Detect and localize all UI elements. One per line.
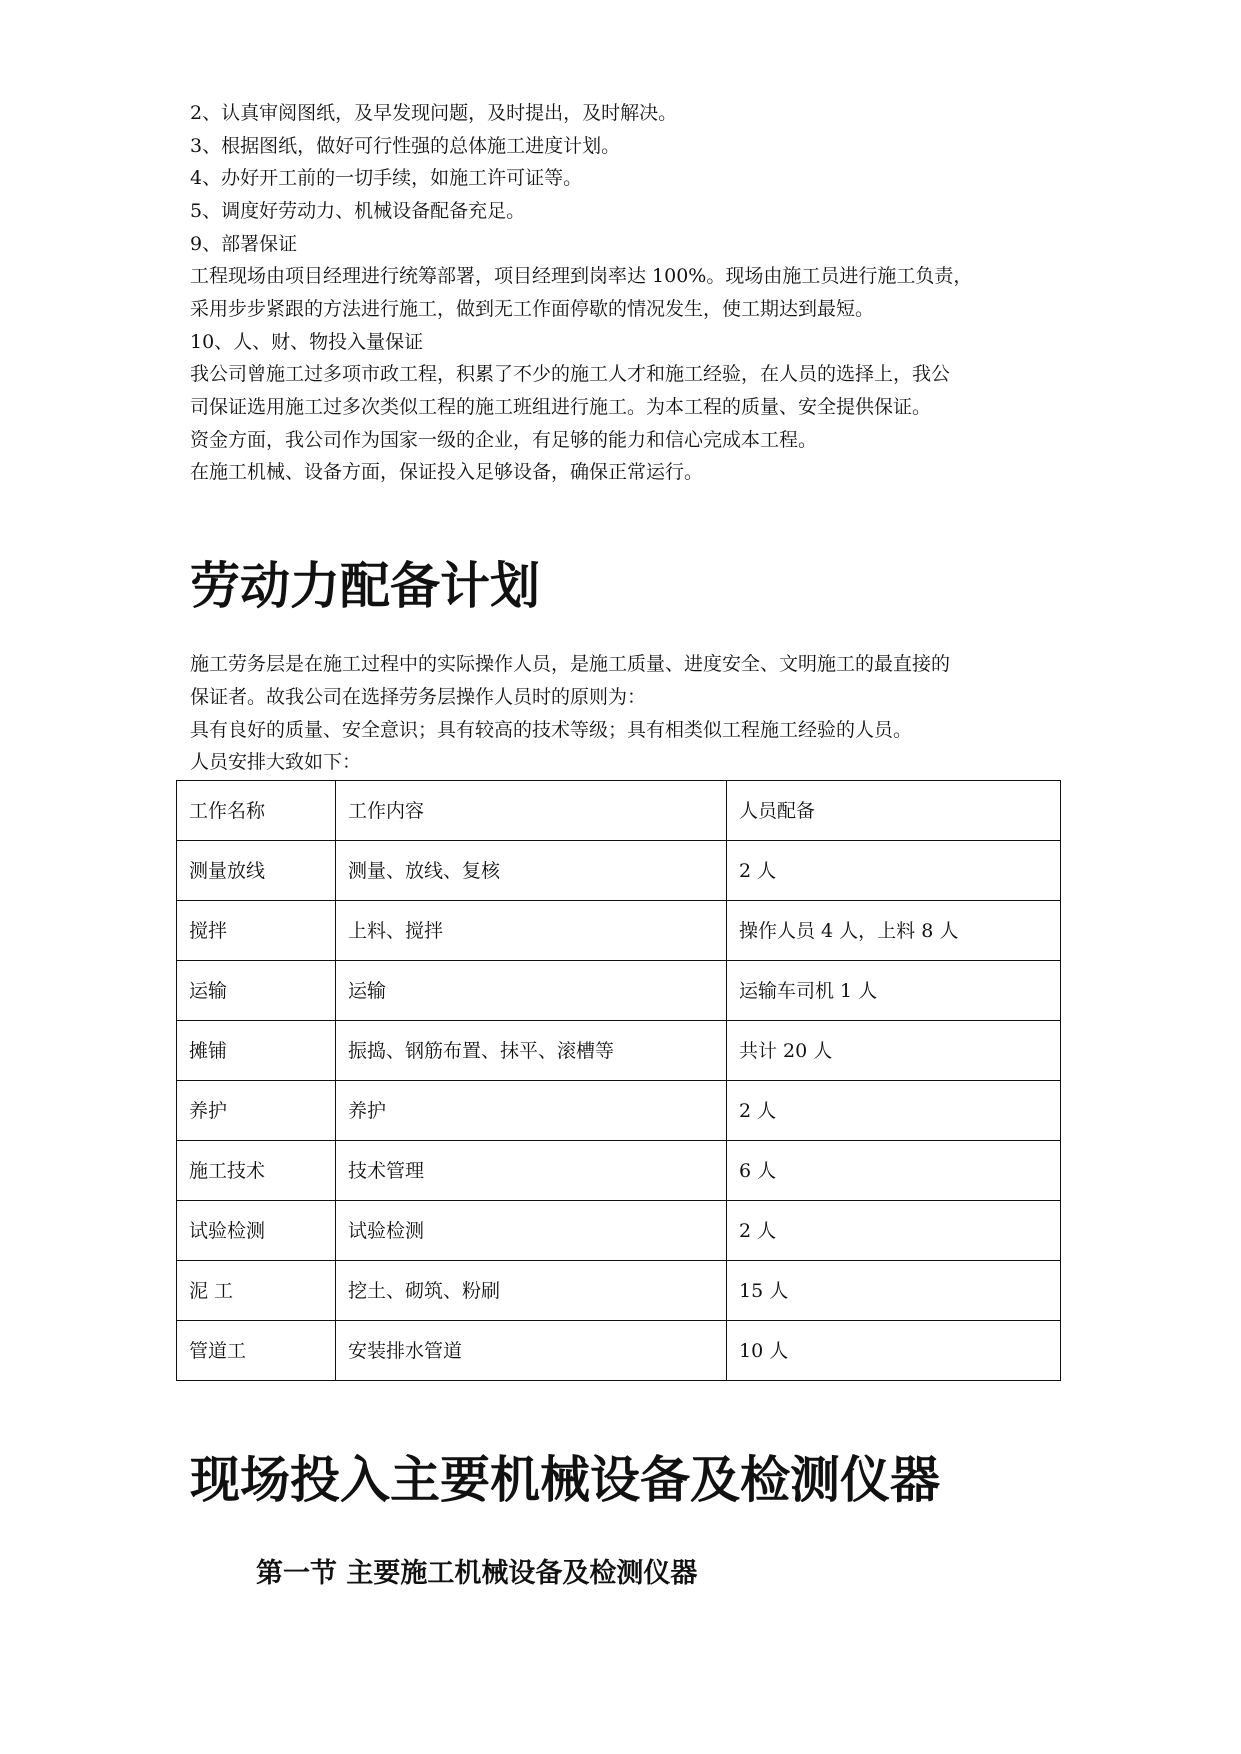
subsection-title: 第一节 主要施工机械设备及检测仪器: [256, 1558, 698, 1589]
table-cell: 运输: [336, 961, 727, 1021]
intro-line: 具有良好的质量、安全意识；具有较高的技术等级；具有相类似工程施工经验的人员。: [190, 719, 913, 741]
table-cell: 共计 20 人: [727, 1021, 1061, 1081]
section-heading-10: 10、人、财、物投入量保证: [190, 331, 424, 353]
paragraph-line: 5、调度好劳动力、机械设备配备充足。: [190, 200, 526, 222]
header-cell: 工作内容: [336, 781, 727, 841]
staffing-table: [176, 780, 1061, 1381]
table-cell: 养护: [336, 1081, 727, 1141]
intro-line: 人员安排大致如下：: [190, 751, 362, 773]
table-row: [177, 1141, 1061, 1201]
table-cell: 摊铺: [177, 1021, 336, 1081]
table-cell: 振捣、钢筋布置、抹平、滚槽等: [336, 1021, 727, 1081]
table-cell: 搅拌: [177, 901, 336, 961]
table-cell: 泥 工: [177, 1261, 336, 1321]
paragraph-line: 采用步步紧跟的方法进行施工，做到无工作面停歇的情况发生，使工期达到最短。: [190, 298, 875, 320]
paragraph-line: 2、认真审阅图纸，及早发现问题，及时提出，及时解决。: [190, 102, 678, 124]
table-row: [177, 1021, 1061, 1081]
table-row: [177, 1201, 1061, 1261]
table-row: [177, 901, 1061, 961]
paragraph-line: 3、根据图纸，做好可行性强的总体施工进度计划。: [190, 135, 621, 157]
table-row: [177, 961, 1061, 1021]
table-row: [177, 1081, 1061, 1141]
table-cell: 管道工: [177, 1321, 336, 1381]
table-row: [177, 1321, 1061, 1381]
table-cell: 技术管理: [336, 1141, 727, 1201]
table-cell: 安装排水管道: [336, 1321, 727, 1381]
table-cell: 测量放线: [177, 841, 336, 901]
table-header-row: [177, 781, 1061, 841]
table-cell: 测量、放线、复核: [336, 841, 727, 901]
section-heading-9: 9、部署保证: [190, 233, 298, 255]
table-cell: 运输车司机 1 人: [727, 961, 1061, 1021]
paragraph-line: 在施工机械、设备方面，保证投入足够设备，确保正常运行。: [190, 461, 704, 483]
table-cell: 施工技术: [177, 1141, 336, 1201]
header-cell: 工作名称: [177, 781, 336, 841]
section-title-labor: 劳动力配备计划: [190, 556, 540, 615]
table-cell: 15 人: [727, 1261, 1061, 1321]
table-cell: 运输: [177, 961, 336, 1021]
paragraph-line: 我公司曾施工过多项市政工程，积累了不少的施工人才和施工经验，在人员的选择上，我公: [190, 363, 951, 385]
table-cell: 操作人员 4 人，上料 8 人: [727, 901, 1061, 961]
table-cell: 上料、搅拌: [336, 901, 727, 961]
intro-line: 保证者。故我公司在选择劳务层操作人员时的原则为：: [190, 686, 647, 708]
section-title-equipment: 现场投入主要机械设备及检测仪器: [190, 1450, 940, 1509]
table-cell: 试验检测: [336, 1201, 727, 1261]
paragraph-line: 4、办好开工前的一切手续，如施工许可证等。: [190, 167, 583, 189]
table-cell: 2 人: [727, 1081, 1061, 1141]
header-cell: 人员配备: [727, 781, 1061, 841]
table-row: [177, 1261, 1061, 1321]
paragraph-line: 资金方面，我公司作为国家一级的企业，有足够的能力和信心完成本工程。: [190, 429, 818, 451]
table-row: [177, 841, 1061, 901]
paragraph-line: 工程现场由项目经理进行统筹部署，项目经理到岗率达 100%。现场由施工员进行施工负责，: [190, 265, 973, 287]
intro-line: 施工劳务层是在施工过程中的实际操作人员，是施工质量、进度安全、文明施工的最直接的: [190, 653, 951, 675]
table-cell: 养护: [177, 1081, 336, 1141]
table-cell: 2 人: [727, 1201, 1061, 1261]
paragraph-line: 司保证选用施工过多次类似工程的施工班组进行施工。为本工程的质量、安全提供保证。: [190, 396, 932, 418]
table-cell: 试验检测: [177, 1201, 336, 1261]
table-cell: 2 人: [727, 841, 1061, 901]
table-cell: 挖土、砌筑、粉刷: [336, 1261, 727, 1321]
table-cell: 6 人: [727, 1141, 1061, 1201]
table-cell: 10 人: [727, 1321, 1061, 1381]
